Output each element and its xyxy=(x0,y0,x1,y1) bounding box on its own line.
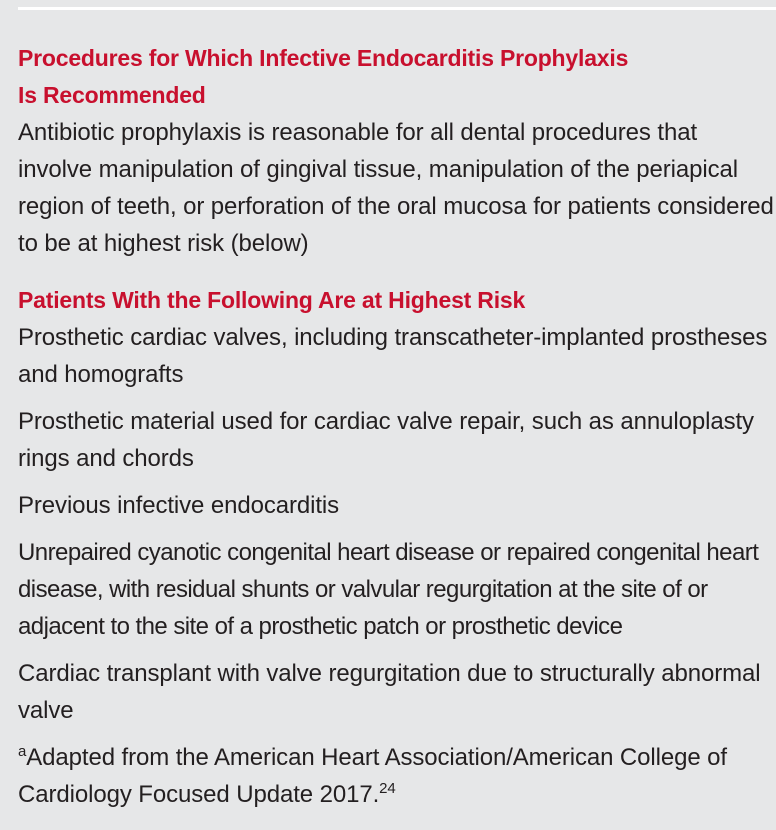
recommended-body: Antibiotic prophylaxis is reasonable for all dental procedures that involve manipulation of gingival tissue, manipulation of the periapical region of teeth, or perforation of the oral mucosa for patients considered to be at highest risk (below) xyxy=(18,119,774,257)
risk-section xyxy=(18,282,776,729)
recommended-heading xyxy=(18,40,776,114)
risk-heading: Patients With the Following Are at Highest Risk xyxy=(18,287,526,313)
recommended-heading-line2: Is Recommended xyxy=(18,82,206,108)
footnote xyxy=(18,739,776,813)
footnote-marker: a xyxy=(18,743,27,760)
risk-item-congenital-heart-disease: Unrepaired cyanotic congenital heart disease or repaired congenital heart disease, with residual shunts or valvular regurgitation at the site of or adjacent to the site of a prosthetic patch or prosthetic device xyxy=(18,539,759,640)
footnote-reference: 24 xyxy=(379,780,396,797)
recommended-heading-line1: Procedures for Which Infective Endocarditis Prophylaxis xyxy=(18,45,629,71)
risk-item-valve-repair-material: Prosthetic material used for cardiac valve repair, such as annuloplasty rings and chords xyxy=(18,408,754,472)
top-divider xyxy=(18,7,776,10)
recommended-section xyxy=(18,40,776,262)
footnote-text: Adapted from the American Heart Association/American College of Cardiology Focused Update 2017. xyxy=(18,744,727,808)
risk-item-previous-endocarditis: Previous infective endocarditis xyxy=(18,492,340,519)
risk-item-prosthetic-valves: Prosthetic cardiac valves, including transcatheter-implanted prostheses and homografts xyxy=(18,324,768,388)
box-content xyxy=(18,40,776,813)
risk-item-cardiac-transplant: Cardiac transplant with valve regurgitation due to structurally abnormal valve xyxy=(18,660,761,724)
